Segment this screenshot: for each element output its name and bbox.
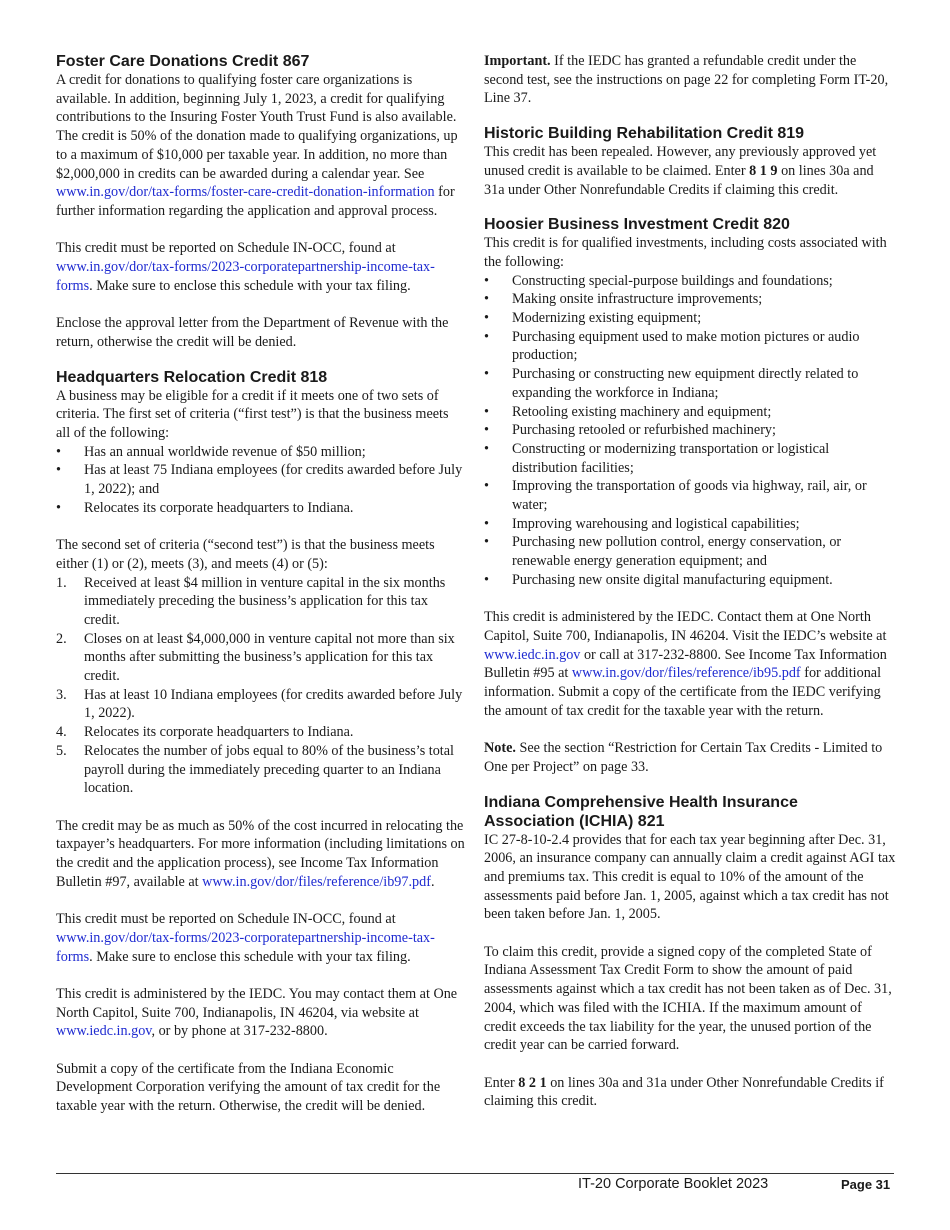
iedc-link-2[interactable]: www.iedc.in.gov [484, 646, 581, 663]
text-run: Enter [484, 1074, 519, 1091]
foster-care-heading: Foster Care Donations Credit 867 [56, 53, 310, 70]
item-text: Purchasing new onsite digital manufacturing equipment. [512, 571, 833, 588]
bullet-item [484, 365, 896, 402]
item-text: Purchasing retooled or refurbished machinery; [512, 422, 776, 439]
bullet-item [484, 571, 896, 590]
item-text: Has at least 75 Indiana employees (for credits awarded before July 1, 2022); and [84, 462, 463, 498]
item-text: Closes on at least $4,000,000 in venture capital not more than six months after submitting the business’s application for this tax credit. [84, 630, 455, 685]
bullet-icon [56, 443, 61, 462]
item-text: Modernizing existing equipment; [512, 310, 702, 327]
item-text: Improving warehousing and logistical capabilities; [512, 515, 800, 532]
item-text: Received at least $4 million in venture capital in the six months immediately preceding the business’s application for this tax credit. [84, 574, 446, 628]
bullet-item [56, 443, 466, 462]
ichia-paragraph-2: To claim this credit, provide a signed copy of the completed State of Indiana Assessment Tax Credit Form to show the amount of paid assessments against which a tax credit has not been taken as of Dec. 31, 2004, which was filed with the ICHIA. If the maximum amount of credit exceeds the tax liability for the year, the unused portion of the credit year can be carried forward. [484, 943, 892, 1054]
ib97-link[interactable]: www.in.gov/dor/files/reference/ib97.pdf [202, 873, 431, 890]
foster-care-paragraph-1 [56, 71, 466, 221]
bullet-item [484, 533, 896, 570]
bullet-icon [484, 477, 489, 496]
bullet-icon [484, 309, 489, 328]
bullet-item [484, 440, 896, 477]
numbered-item [56, 742, 466, 798]
item-number: 3. [56, 686, 67, 703]
item-text: Constructing or modernizing transportation or logistical distribution facilities; [512, 440, 830, 476]
item-text: Constructing special-purpose buildings and foundations; [512, 272, 833, 289]
bullet-icon [484, 440, 489, 459]
text-run: . Make sure to enclose this schedule with your tax filing. [89, 277, 411, 294]
text-run: This credit has been repealed. However, any previously approved yet unused credit is available to be claimed. Enter [484, 144, 877, 179]
bullet-icon [484, 421, 489, 440]
credit-code-821: 8 2 1 [518, 1074, 547, 1091]
footer-booklet-title: IT-20 Corporate Booklet 2023 [578, 1176, 769, 1192]
first-test-list [56, 443, 466, 518]
bullet-icon [484, 533, 489, 552]
bullet-icon [484, 365, 489, 384]
item-text: Relocates its corporate headquarters to Indiana. [84, 499, 354, 516]
item-text: Improving the transportation of goods via highway, rail, air, or water; [512, 478, 867, 514]
text-run: See the section “Restriction for Certain Tax Credits - Limited to One per Project” on page 33. [484, 740, 883, 775]
text-run: This credit is administered by the IEDC. Contact them at One North Capitol, Suite 700, Indianapolis, IN 46204. Visit the IEDC’s website at [484, 609, 887, 644]
headquarters-paragraph-5 [56, 985, 466, 1041]
important-paragraph [484, 52, 896, 108]
bullet-item [56, 499, 466, 518]
text-run: . [430, 873, 435, 890]
credit-code-819: 8 1 9 [749, 162, 778, 179]
booklet-page [56, 52, 894, 1172]
item-text: Retooling existing machinery and equipment; [512, 403, 772, 420]
note-label: Note. [484, 740, 516, 757]
second-test-list [56, 574, 466, 798]
text-run: for additional information. Submit a copy of the certificate from the IEDC verifying the amount of tax credit for the taxable year with the return. [484, 665, 882, 719]
historic-paragraph [484, 143, 896, 199]
text-run: or call at 317-232-8800. See Income Tax Information Bulletin #95 at [484, 646, 887, 682]
item-number: 5. [56, 742, 67, 759]
item-text: Relocates the number of jobs equal to 80% of the business’s total payroll during the immediately preceding quarter to an Indiana location. [84, 742, 454, 797]
text-run: The credit may be as much as 50% of the cost incurred in relocating the taxpayer’s headquarters. For more information (including limitations on the credit and the application process), see Income Tax Information Bulletin #97, available at [56, 817, 465, 890]
bullet-item [484, 328, 896, 365]
numbered-item [56, 686, 466, 723]
headquarters-paragraph-2: The second set of criteria (“second test”) is that the business meets either (1) or (2), meets (3), and meets (4) or (5): [56, 537, 435, 572]
hoosier-paragraph-1: This credit is for qualified investments, including costs associated with the following: [484, 235, 887, 270]
text-run: . Make sure to enclose this schedule with your tax filing. [89, 948, 411, 965]
bullet-icon [484, 272, 489, 291]
bullet-item [484, 515, 896, 534]
bullet-item [484, 272, 896, 291]
bullet-item [484, 290, 896, 309]
headquarters-heading: Headquarters Relocation Credit 818 [56, 368, 328, 386]
numbered-item [56, 723, 466, 742]
historic-heading: Historic Building Rehabilitation Credit 819 [484, 125, 805, 143]
left-column [56, 52, 466, 1116]
text-run: A credit for donations to qualifying foster care organizations is available. In addition, beginning July 1, 2023, a credit for qualifying contributions to the Insuring Foster Youth Trust Fund is also available. The credit is 50% of the donation made to qualifying organizations, up to a maximum of $10,000 per taxable year. In addition, no more than $2,000,000 in credits can be awarded during a calendar year. See [56, 72, 458, 182]
important-label: Important. [484, 53, 551, 69]
text-run: This credit must be reported on Schedule IN-OCC, found at [56, 911, 396, 928]
bullet-icon [56, 461, 61, 480]
footer-divider [56, 1173, 894, 1174]
footer-page-number: Page 31 [841, 1177, 891, 1192]
bullet-icon [56, 499, 61, 518]
item-number: 1. [56, 574, 67, 591]
schedule-in-occ-link[interactable]: www.in.gov/dor/tax-forms/2023-corporatepartnership-income-tax-forms [56, 259, 435, 294]
numbered-item [56, 630, 466, 686]
text-run: on lines 30a and 31a under Other Nonrefundable Credits if claiming this credit. [484, 162, 874, 198]
ichia-paragraph-1: IC 27-8-10-2.4 provides that for each tax year beginning after Dec. 31, 2006, an insurance company can annually claim a credit against AGI tax and premiums tax. This credit is equal to 10% of the amount of the assessments paid before Jan. 1, 2005, against which a tax credit has not been taken before Jan. 1, 2005. [484, 831, 896, 923]
item-text: Relocates its corporate headquarters to Indiana. [84, 724, 354, 741]
item-text: Purchasing or constructing new equipment directly related to expanding the workforce in Indiana; [512, 366, 859, 401]
schedule-in-occ-link-2[interactable]: www.in.gov/dor/tax-forms/2023-corporatepartnership-income-tax-forms [56, 929, 435, 965]
ichia-heading [484, 793, 896, 831]
foster-care-paragraph-2 [56, 239, 466, 295]
right-column [484, 52, 896, 1111]
bullet-icon [484, 290, 489, 309]
headquarters-paragraph-3 [56, 817, 466, 892]
bullet-icon [484, 571, 489, 590]
ichia-paragraph-3 [484, 1074, 896, 1111]
headquarters-paragraph-4 [56, 910, 466, 966]
item-number: 4. [56, 724, 67, 741]
hoosier-heading: Hoosier Business Investment Credit 820 [484, 216, 790, 234]
hoosier-paragraph-2 [484, 608, 896, 720]
item-text: Purchasing equipment used to make motion pictures or audio production; [512, 328, 860, 364]
iedc-link[interactable]: www.iedc.in.gov [56, 1023, 152, 1040]
headquarters-paragraph-1: A business may be eligible for a credit if it meets one of two sets of criteria. The first set of criteria (“first test”) is that the business meets all of the following: [56, 387, 449, 441]
bullet-item [484, 421, 896, 440]
text-run: If the IEDC has granted a refundable credit under the second test, see the instructions on page 22 for completing Form IT-20, Line 37. [484, 53, 889, 107]
text-run: This credit is administered by the IEDC. You may contact them at One North Capitol, Suite 700, Indianapolis, IN 46204, via website at [56, 985, 458, 1021]
foster-care-paragraph-3: Enclose the approval letter from the Department of Revenue with the return, otherwise the credit will be denied. [56, 315, 449, 350]
numbered-item [56, 574, 466, 630]
qualified-investments-list [484, 272, 896, 590]
ib95-link[interactable]: www.in.gov/dor/files/reference/ib95.pdf [571, 665, 801, 682]
bullet-item [484, 477, 896, 514]
foster-care-link[interactable]: www.in.gov/dor/tax-forms/foster-care-credit-donation-information [56, 184, 435, 201]
heading-line: Indiana Comprehensive Health Insurance [484, 793, 798, 811]
item-text: Making onsite infrastructure improvements; [512, 291, 763, 308]
bullet-item [56, 461, 466, 498]
bullet-icon [484, 328, 489, 347]
headquarters-paragraph-6: Submit a copy of the certificate from the Indiana Economic Development Corporation verifying the amount of tax credit for the taxable year with the return. Otherwise, the credit will be denied. [56, 1060, 441, 1115]
item-text: Has at least 10 Indiana employees (for credits awarded before July 1, 2022). [84, 686, 463, 722]
text-run: This credit must be reported on Schedule IN-OCC, found at [56, 240, 396, 257]
hoosier-note [484, 739, 896, 776]
bullet-icon [484, 515, 489, 534]
bullet-item [484, 309, 896, 328]
text-run: , or by phone at 317-232-8800. [151, 1023, 328, 1040]
heading-line: Association (ICHIA) 821 [484, 812, 665, 830]
bullet-item [484, 403, 896, 422]
text-run: on lines 30a and 31a under Other Nonrefundable Credits if claiming this credit. [484, 1074, 884, 1110]
item-text: Purchasing new pollution control, energy conservation, or renewable energy generation equipment; and [512, 534, 842, 570]
item-text: Has an annual worldwide revenue of $50 million; [84, 443, 366, 460]
item-number: 2. [56, 630, 67, 647]
text-run: for further information regarding the application and approval process. [56, 184, 455, 219]
bullet-icon [484, 403, 489, 422]
